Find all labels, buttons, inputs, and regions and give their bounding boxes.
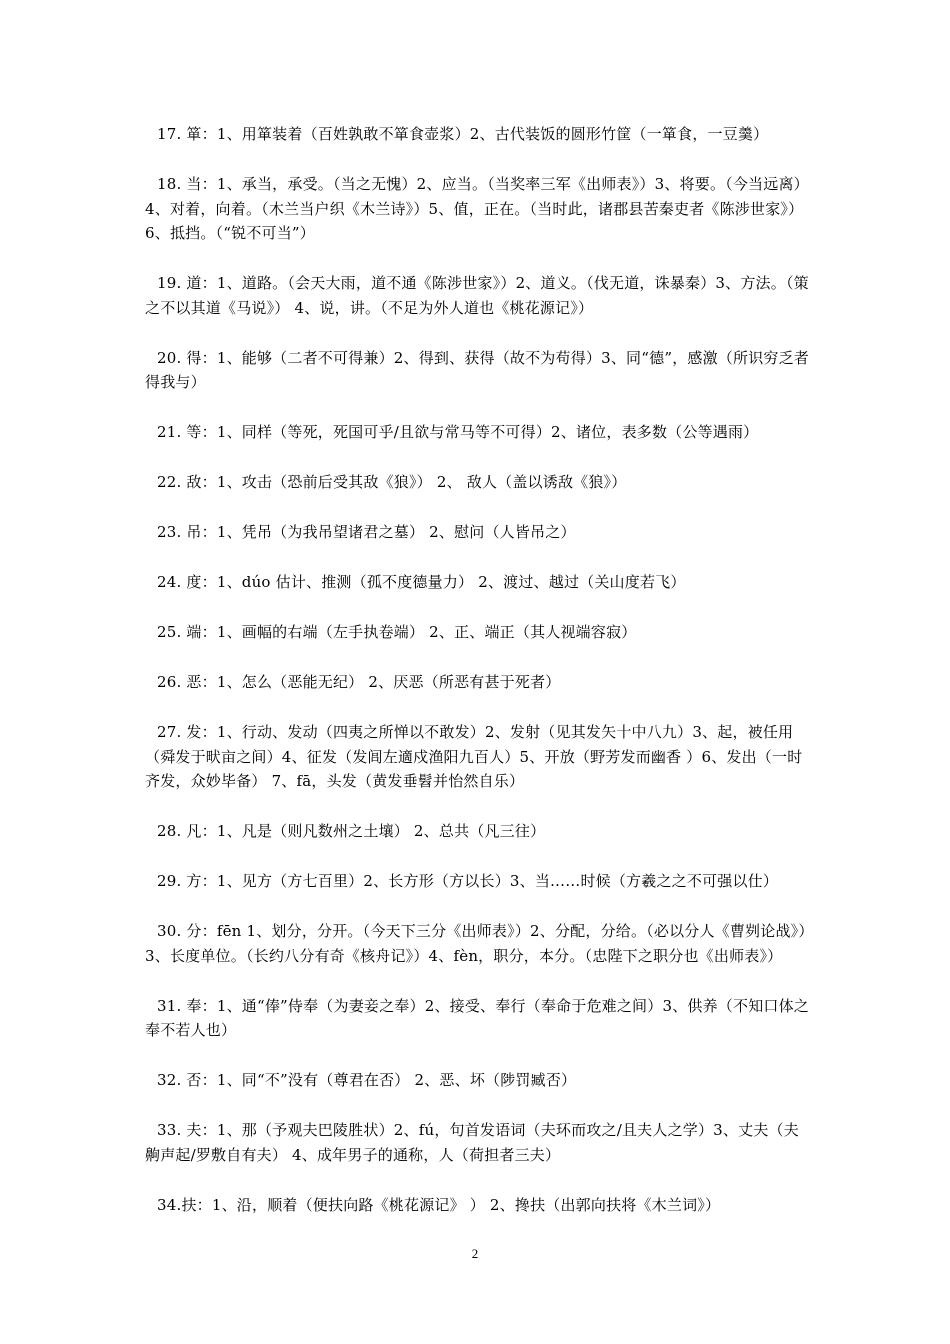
entry-33: 33. 夫：1、那（予观夫巴陵胜状）2、fú，句首发语词（夫环而攻之/且夫人之学）3、丈夫（夫齁声起/罗敷自有夫） 4、成年男子的通称，人（荷担者三夫）: [145, 1121, 799, 1164]
entry-21: 21. 等：1、同样（等死，死国可乎/且欲与常马等不可得）2、诸位，表多数（公等遇雨）: [157, 423, 759, 441]
entry-31: 31. 奉：1、通“俸”侍奉（为妻妾之奉）2、接受、奉行（奉命于危难之间）3、供养（不知口体之奉不若人也）: [145, 996, 809, 1039]
entry-32: 32. 否：1、同“不”没有（尊君在否） 2、恶、坏（陟罚臧否）: [157, 1071, 577, 1089]
entry-30: 30. 分：fēn 1、划分，分开。（今天下三分《出师表》）2、分配，分给。（必以分人《曹刿论战》）3、长度单位。（长约八分有奇《核舟记》）4、fèn，职分，本分。（忠陛下之职分也《出师表》）: [145, 922, 807, 965]
entry-19: 19. 道：1、道路。（会天大雨，道不通《陈涉世家》）2、道义。（伐无道，诛暴秦）3、方法。（策之不以其道《马说》） 4、说，讲。（不足为外人道也《桃花源记》）: [145, 274, 809, 317]
entry-29: 29. 方：1、见方（方七百里）2、长方形（方以长）3、当……时候（方羲之之不可强以仕）: [157, 872, 779, 890]
entry-list: [145, 122, 810, 1243]
entry-17: 17. 箪：1、用箪装着（百姓孰敢不箪食壶浆）2、古代装饭的圆形竹筐（一箪食，一豆羹）: [157, 125, 769, 143]
entry-20: 20. 得：1、能够（二者不可得兼）2、得到、获得（故不为苟得）3、同“德”，感激（所识穷乏者得我与）: [145, 348, 809, 391]
entry-26: 26. 恶：1、怎么（恶能无纪） 2、厌恶（所恶有甚于死者）: [157, 673, 561, 691]
entry-18: 18. 当：1、承当，承受。（当之无愧）2、应当。（当奖率三军《出师表》）3、将要。（今当远离）4、对着，向着。（木兰当户织《木兰诗》）5、值，正在。（当时此，诸郡县苦秦吏者《陈涉世家》）6、抵挡。（“锐不可当”）: [145, 175, 809, 242]
entry-27: 27. 发：1、行动、发动（四夷之所惮以不敢发）2、发射（见其发矢十中八九）3、起，被任用（舜发于畎亩之间）4、征发（发闾左適戍渔阳九百人）5、开放（野芳发而幽香 ）6、发出（一时齐发，众妙毕备） 7、fā，头发（黄发垂髫并怡然自乐）: [145, 723, 803, 790]
entry-34: 34.扶：1、沿，顺着（便扶向路《桃花源记》 ） 2、搀扶（出郭向扶将《木兰词》）: [157, 1195, 721, 1214]
entry-23: 23. 吊：1、凭吊（为我吊望诸君之墓） 2、慰问（人皆吊之）: [157, 523, 576, 541]
entry-25: 25. 端：1、画幅的右端（左手执卷端） 2、正、端正（其人视端容寂）: [157, 623, 637, 641]
entry-28: 28. 凡：1、凡是（则凡数州之土壤） 2、总共（凡三往）: [157, 822, 546, 840]
entry-24: 24. 度：1、dúo 估计、推测（孤不度德量力） 2、渡过、越过（关山度若飞）: [157, 573, 686, 591]
page-number: 2: [471, 1246, 479, 1261]
entry-22: 22. 敌：1、攻击（恐前后受其敌《狼》） 2、 敌人（盖以诱敌《狼》）: [157, 473, 627, 491]
